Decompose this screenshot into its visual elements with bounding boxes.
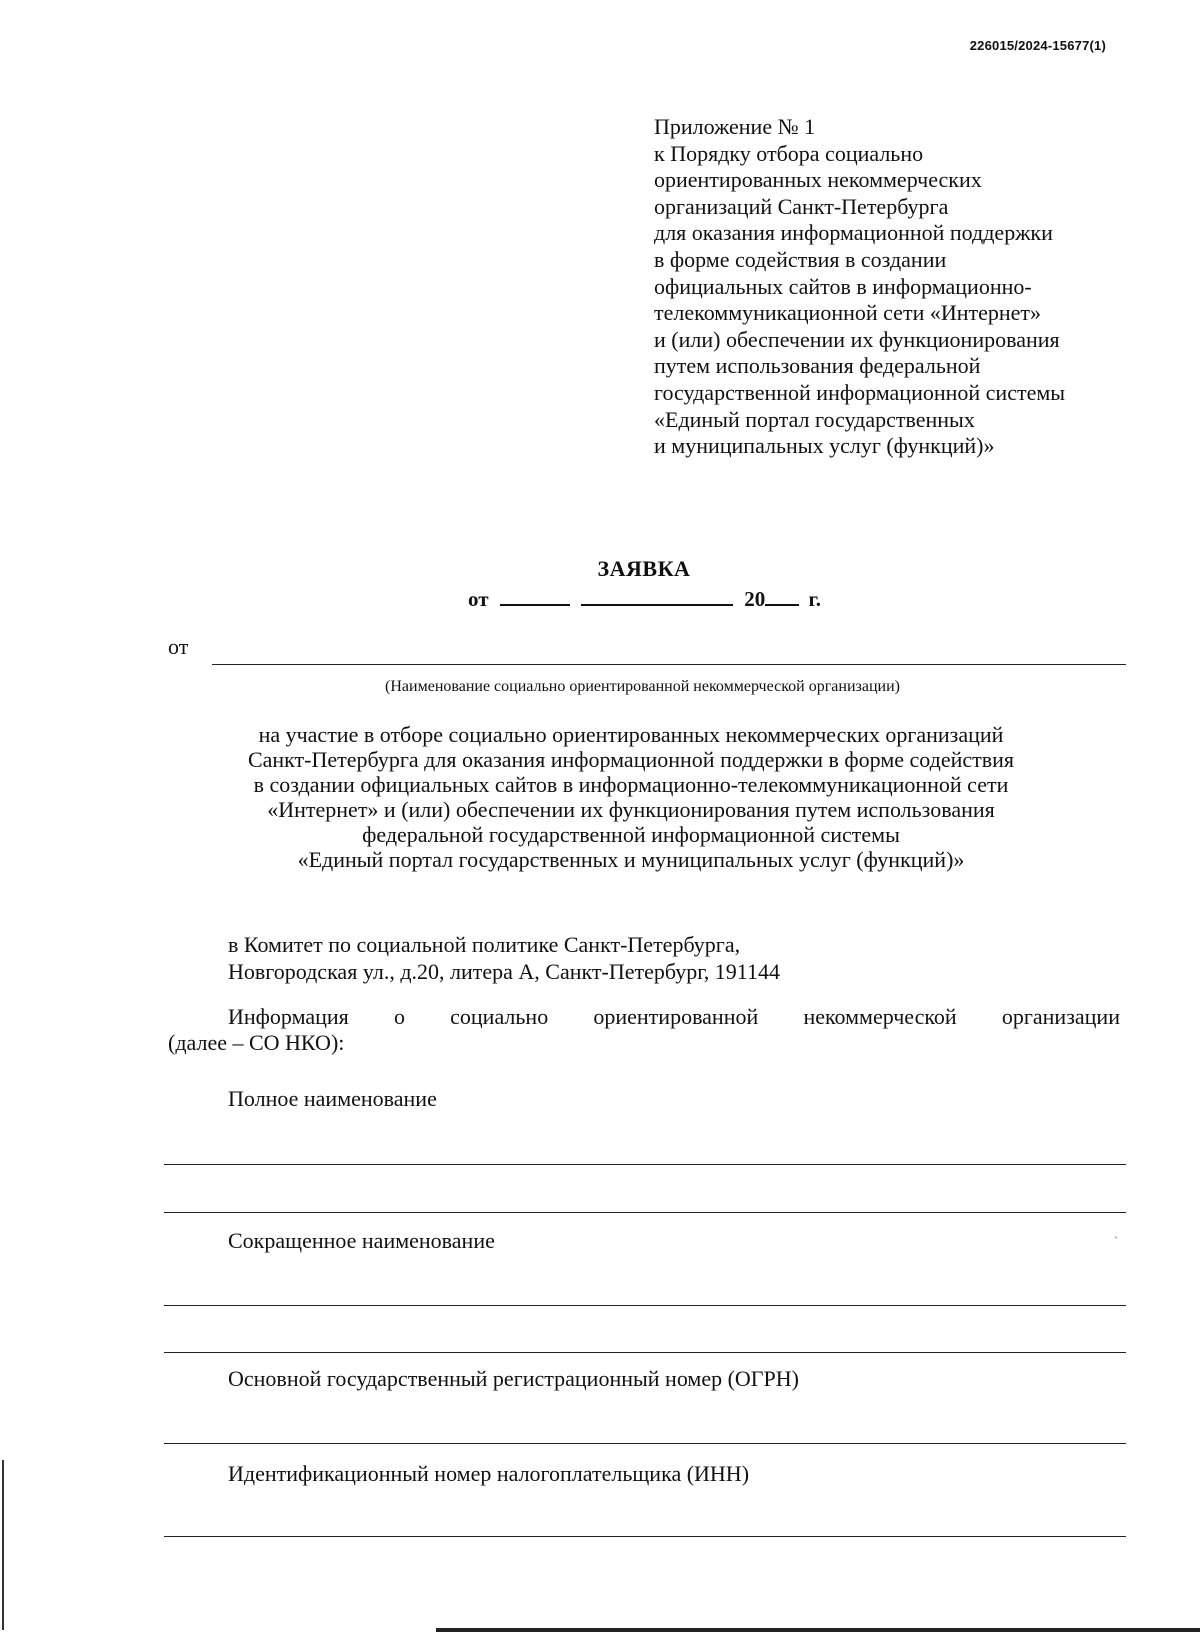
organization-name-caption: (Наименование социально ориентированной некоммерческой организации) [385, 678, 900, 695]
ogrn-line[interactable] [164, 1443, 1126, 1444]
document-number: 226015/2024-15677(1) [969, 38, 1106, 53]
info-word: социально [450, 1004, 549, 1029]
scan-mark: ˎ [1114, 1225, 1118, 1239]
full-name-line-1[interactable] [164, 1164, 1126, 1165]
committee-line: в Комитет по социальной политике Санкт-Петербурга, [228, 932, 741, 957]
appendix-line: и муниципальных услуг (функций)» [654, 433, 995, 459]
inn-label: Идентификационный номер налогоплательщика (ИНН) [228, 1461, 750, 1486]
date-year-prefix: 20 [744, 587, 766, 611]
info-word: некоммерческой [803, 1004, 957, 1029]
appendix-line: официальных сайтов в информационно- [654, 273, 1032, 299]
purpose-block [0, 722, 1200, 872]
appendix-line: путем использования федеральной [654, 353, 981, 379]
info-word: ориентированной [593, 1004, 759, 1029]
short-name-label: Сокращенное наименование [228, 1228, 495, 1253]
appendix-line: государственной информационной системы [654, 379, 1066, 405]
short-name-line-2[interactable] [164, 1352, 1126, 1353]
purpose-line: в создании официальных сайтов в информационно-телекоммуникационной сети [253, 772, 1009, 797]
purpose-line: «Единый портал государственных и муниципальных услуг (функций)» [297, 847, 965, 872]
year-blank[interactable] [765, 586, 799, 606]
date-suffix: г. [808, 587, 821, 611]
month-blank[interactable] [581, 586, 733, 606]
ogrn-label: Основной государственный регистрационный номер (ОГРН) [228, 1366, 799, 1391]
appendix-line: для оказания информационной поддержки [654, 220, 1053, 246]
info-word: Информация [228, 1004, 349, 1029]
purpose-line: «Интернет» и (или) обеспечении их функционирования путем использования [267, 797, 995, 822]
date-prefix: от [468, 587, 489, 611]
appendix-line: ориентированных некоммерческих [654, 167, 982, 193]
purpose-line: на участие в отборе социально ориентированных некоммерческих организаций [258, 722, 1004, 747]
appendix-line: в форме содействия в создании [654, 246, 947, 272]
info-intro-line: (далее – СО НКО): [168, 1030, 345, 1055]
appendix-line: «Единый портал государственных [654, 406, 975, 432]
info-intro [168, 1004, 1120, 1056]
committee-address [228, 932, 780, 985]
full-name-line-2[interactable] [164, 1212, 1126, 1213]
appendix-line: и (или) обеспечении их функционирования [654, 326, 1060, 352]
purpose-line: Санкт-Петербурга для оказания информационной поддержки в форме содействия [247, 747, 1015, 772]
info-word: организации [1001, 1004, 1120, 1029]
appendix-line: Приложение № 1 [654, 114, 816, 139]
committee-line: Новгородская ул., д.20, литера А, Санкт-Петербург, 191144 [228, 958, 780, 984]
short-name-line-1[interactable] [164, 1305, 1126, 1306]
from-label: от [168, 634, 189, 659]
info-intro-line [168, 1004, 1120, 1030]
scan-edge-left [2, 1460, 4, 1630]
appendix-line: организаций Санкт-Петербурга [654, 193, 949, 219]
appendix-line: телекоммуникационной сети «Интернет» [654, 300, 1042, 326]
scan-edge-bottom [436, 1628, 1200, 1632]
purpose-line: федеральной государственной информационной системы [362, 822, 900, 847]
day-blank[interactable] [500, 586, 570, 606]
appendix-block [654, 114, 1065, 460]
info-word: о [393, 1004, 405, 1029]
organization-name-line[interactable] [212, 664, 1126, 665]
document-title: ЗАЯВКА [597, 556, 691, 581]
appendix-line: к Порядку отбора социально [654, 140, 924, 166]
date-line [468, 586, 821, 612]
full-name-label: Полное наименование [228, 1086, 437, 1111]
inn-line[interactable] [164, 1536, 1126, 1537]
